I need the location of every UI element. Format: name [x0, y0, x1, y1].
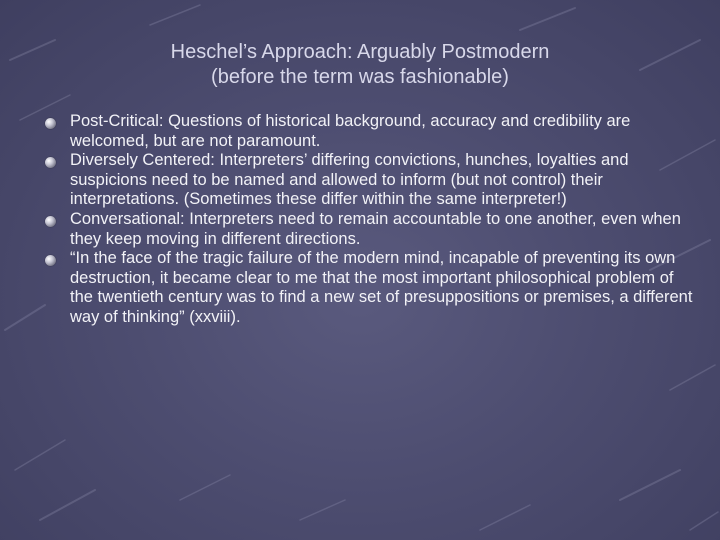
- slide-title-line2: (before the term was fashionable): [211, 66, 509, 88]
- bullet-dot-icon: [45, 157, 56, 168]
- bullet-item-diversely-centered: [45, 151, 695, 210]
- bullet-text: Post-Critical: Questions of historical background, accuracy and credibility are welcomed, but are not paramount.: [70, 112, 631, 150]
- bullet-text: “In the face of the tragic failure of the modern mind, incapable of preventing its own destruction, it became clear to me that the most important philosophical problem of the twentieth century was to find a new set of presuppositions or premises, a different way of thinking” (xxviii).: [70, 249, 693, 326]
- bullet-text: Conversational: Interpreters need to remain accountable to one another, even when they keep moving in different directions.: [70, 209, 681, 248]
- bullet-item-quote: [45, 249, 695, 327]
- bullet-dot-icon: [45, 255, 56, 266]
- bullet-item-conversational: [45, 210, 695, 249]
- bullet-list: [45, 112, 695, 328]
- bullet-dot-icon: [45, 118, 56, 129]
- slide-title-line1: Heschel’s Approach: Arguably Postmodern: [170, 41, 550, 63]
- bullet-text: Diversely Centered: Interpreters’ differing convictions, hunches, loyalties and suspicions need to be named and allowed to inform (but not control) their interpretations. (Sometimes these differ within the same interpreter!): [70, 151, 629, 209]
- bullet-dot-icon: [45, 216, 56, 227]
- bullet-item-post-critical: [45, 112, 695, 151]
- slide-title: [80, 40, 640, 90]
